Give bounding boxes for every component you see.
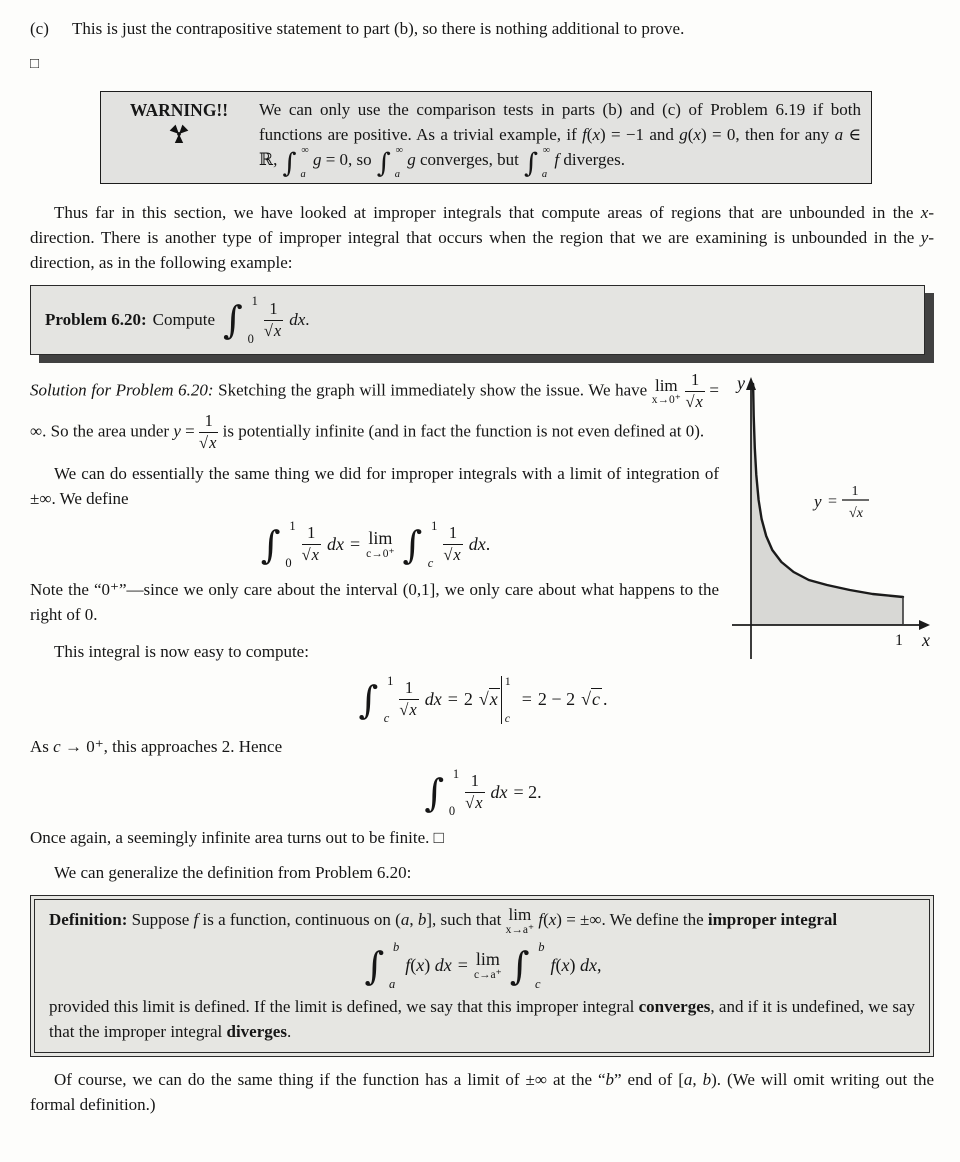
dx-token: dx [424, 689, 442, 710]
sqrt-x-evaluated: √x 1 c [479, 676, 516, 724]
integral-c-to-b: ∫ b c [509, 939, 545, 992]
part-c-label: (c) [30, 19, 49, 38]
y-axis-arrow [746, 377, 756, 390]
integral-0-to-1: ∫ 1 0 [223, 294, 258, 346]
integral-0-to-1: ∫ 1 0 [260, 518, 296, 571]
y-axis-label: y [737, 373, 745, 393]
integral-a-to-infinity: ∫ ∞ a [376, 145, 403, 180]
fraction-1-over-sqrt-x: $\frac{1}{√x}$ [443, 523, 461, 565]
definition-text-2: provided this limit is defined. If the limit is defined, we say that this improper integral converges, and if it is undefined, we say that the improper integral diverges. [49, 996, 915, 1041]
integral-c-to-1: ∫ 1 c [402, 518, 438, 571]
fraction-1-over-sqrt-x: $\frac{1}{√x}$ [399, 678, 417, 720]
approaches-paragraph: As c → 0⁺, this approaches 2. Hence [30, 736, 283, 756]
dx-token: dx [490, 782, 508, 803]
coefficient-2: 2 [463, 689, 473, 710]
integral-a-to-b: ∫ b a [364, 939, 400, 992]
equation-result [30, 766, 934, 819]
equation-antiderivative [30, 673, 934, 726]
fraction-1-over-sqrt-x: $\frac{1}{√x}$ [301, 523, 319, 565]
limit-x-to-0plus: lim x→0⁺ [651, 375, 681, 407]
shaded-region [751, 384, 903, 625]
dx-token: dx. [289, 310, 310, 329]
equals-sign: = [447, 689, 458, 710]
warning-header [113, 97, 245, 177]
radiation-center [177, 132, 181, 136]
integral-a-to-infinity: ∫ ∞ a [282, 145, 309, 180]
fraction-1-over-sqrt-x: $\frac{1}{√x}$ [199, 410, 217, 452]
warning-box [100, 91, 872, 184]
finite-paragraph: Once again, a seemingly infinite area turns out to be finite. □ [30, 827, 444, 847]
fraction-1-over-sqrt-x: $\frac{1}{√x}$ [263, 298, 282, 340]
qed-symbol: □ [30, 56, 40, 72]
problem-box-wrap [30, 285, 925, 355]
problem-compute-text: Compute [152, 310, 216, 329]
limit-x-to-aplus: lim x→a⁺ [505, 904, 535, 936]
closing-paragraph: Of course, we can do the same thing if the function has a limit of ±∞ at the “b” end of [a, b). (We will omit writing out the formal definition.) [30, 1069, 935, 1114]
limit-c-to-aplus: lim c→a⁺ [473, 949, 502, 982]
note-paragraph: Note the “0⁺”—since we only care about the interval (0,1], we only care about what happens to the right of 0. [30, 579, 719, 624]
problem-title: Problem 6.20: [45, 310, 147, 329]
integral-a-to-infinity: ∫ ∞ a [524, 145, 551, 180]
equals-sign: = [521, 689, 532, 710]
solution-section [30, 370, 934, 650]
define-paragraph: We can do essentially the same thing we did for improper integrals with a limit of integration of ±∞. We define [30, 463, 719, 508]
curve-label-denominator: √x [849, 506, 863, 521]
graph-figure [729, 373, 934, 663]
fraction-1-over-sqrt-x: $\frac{1}{√x}$ [685, 370, 703, 411]
x-axis-label: x [922, 630, 930, 650]
easy-paragraph: This integral is now easy to compute: [54, 641, 309, 661]
equals-sign: = [457, 955, 468, 976]
definition-box-inner [34, 899, 930, 1053]
definition-box [30, 895, 934, 1057]
solution-paragraph: Solution for Problem 6.20: Sketching the graph will immediately show the issue. We have lim x→0⁺ $\frac{1}{√x}$ = ∞. So the area under y = $\frac{1}{√x}$ is potentially infinite (and in fact the function is not even defined at 0). [30, 370, 720, 452]
warning-title: WARNING!! [129, 100, 229, 120]
two-minus-two: 2 − 2 [537, 689, 576, 710]
problem-box [30, 285, 925, 355]
curve-label-numerator: 1 [851, 484, 859, 499]
part-c-paragraph [30, 16, 934, 41]
curve-label-y: y [814, 492, 822, 511]
fx-dx-token: f(x) dx, [550, 955, 602, 976]
generalize-paragraph: We can generalize the definition from Problem 6.20: [54, 862, 412, 882]
integral-c-to-1: ∫ 1 c [358, 673, 394, 726]
limit-c-to-0plus: lim c→0⁺ [366, 528, 395, 561]
radiation-blade [179, 125, 188, 134]
fraction-1-over-sqrt-x: $\frac{1}{√x}$ [465, 771, 483, 813]
part-c-text: This is just the contrapositive statement to part (b), so there is nothing additional to prove. [72, 19, 685, 38]
radiation-icon [168, 123, 190, 145]
evaluation-bar: 1 c [501, 676, 516, 724]
warning-text: We can only use the comparison tests in parts (b) and (c) of Problem 6.19 if both functions are positive. As a trivial example, if f(x) = −1 and g(x) = 0, then for any a ∈ ℝ, ∫ ∞ a g = 0, so ∫ ∞ a g converges, but ∫ ∞ a f diverges. [259, 100, 861, 180]
fx-dx-token: f(x) dx [405, 955, 452, 976]
definition-equation [49, 939, 915, 992]
dx-token: dx [326, 534, 344, 555]
x-axis-arrow [919, 620, 930, 630]
dx-token: dx. [468, 534, 491, 555]
intro-paragraph: Thus far in this section, we have looked at improper integrals that compute areas of regions that are unbounded in the x-direction. There is another type of improper integral that occurs when the region that we are examining is unbounded in the y-direction, as in the following example: [30, 203, 934, 272]
curve-label-equals: = [828, 493, 838, 510]
equals-2: = 2. [513, 782, 542, 803]
definition-text-1: Definition: Suppose f is a function, continuous on (a, b], such that lim x→a⁺ f(x) = ±∞. We define the improper integral [49, 904, 838, 936]
equals-sign: = [349, 534, 361, 555]
integral-0-to-1: ∫ 1 0 [424, 766, 460, 819]
x-tick-1: 1 [895, 632, 903, 649]
sqrt-c-term: √c . [581, 689, 608, 710]
radiation-blade [170, 125, 179, 134]
